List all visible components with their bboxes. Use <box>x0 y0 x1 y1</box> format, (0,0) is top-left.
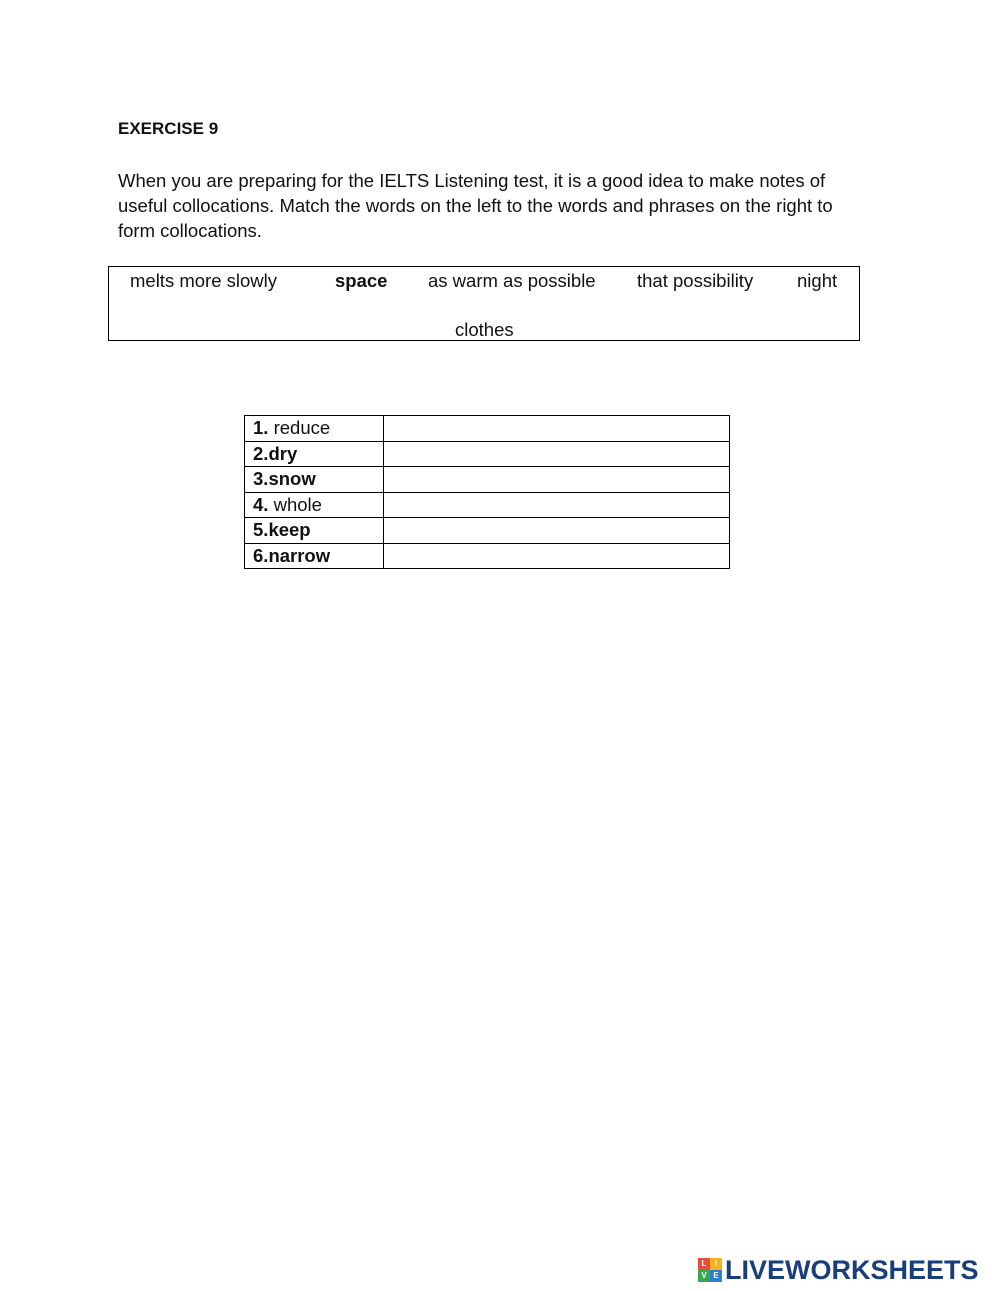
logo-block: V <box>698 1270 710 1282</box>
match-term: dry <box>268 442 298 464</box>
exercise-instructions: When you are preparing for the IELTS Listening test, it is a good idea to make notes of useful collocations. Match the words on the left to the words and phrases on the right to form collocations. <box>118 170 833 241</box>
table-row <box>245 467 730 493</box>
logo-block: I <box>710 1258 722 1270</box>
answer-field[interactable] <box>384 441 730 467</box>
logo-block: L <box>698 1258 710 1270</box>
table-row <box>245 543 730 569</box>
match-word <box>245 467 384 493</box>
answer-field[interactable] <box>384 416 730 442</box>
live-blocks-icon <box>698 1258 722 1282</box>
word-bank-item: clothes <box>455 319 514 340</box>
match-table <box>244 415 730 569</box>
match-number: 1. <box>253 417 269 439</box>
match-number: 5. <box>253 519 269 541</box>
match-word <box>245 518 384 544</box>
word-bank <box>108 266 860 341</box>
match-number: 3. <box>253 468 269 490</box>
logo-block: E <box>710 1270 722 1282</box>
word-bank-item: that possibility <box>637 270 754 291</box>
exercise-title: EXERCISE 9 <box>118 119 219 138</box>
word-bank-item: night <box>797 270 838 291</box>
word-bank-item: as warm as possible <box>428 270 596 291</box>
match-word <box>245 441 384 467</box>
logo-text: LIVEWORKSHEETS <box>725 1254 979 1285</box>
word-bank-item: melts more slowly <box>130 270 277 291</box>
match-number: 2. <box>253 442 269 464</box>
answer-field[interactable] <box>384 518 730 544</box>
answer-field[interactable] <box>384 543 730 569</box>
match-term: keep <box>268 519 311 541</box>
match-number: 4. <box>253 493 269 515</box>
table-row <box>245 416 730 442</box>
match-term: snow <box>268 468 316 490</box>
answer-field[interactable] <box>384 492 730 518</box>
table-row <box>245 441 730 467</box>
match-term: whole <box>268 493 322 515</box>
word-bank-item: space <box>335 270 388 291</box>
answer-field[interactable] <box>384 467 730 493</box>
match-term: narrow <box>268 544 331 566</box>
match-word <box>245 543 384 569</box>
match-word <box>245 416 384 442</box>
match-word <box>245 492 384 518</box>
liveworksheets-logo <box>698 1255 979 1285</box>
match-term: reduce <box>268 417 331 439</box>
table-row <box>245 518 730 544</box>
table-row <box>245 492 730 518</box>
match-number: 6. <box>253 544 269 566</box>
